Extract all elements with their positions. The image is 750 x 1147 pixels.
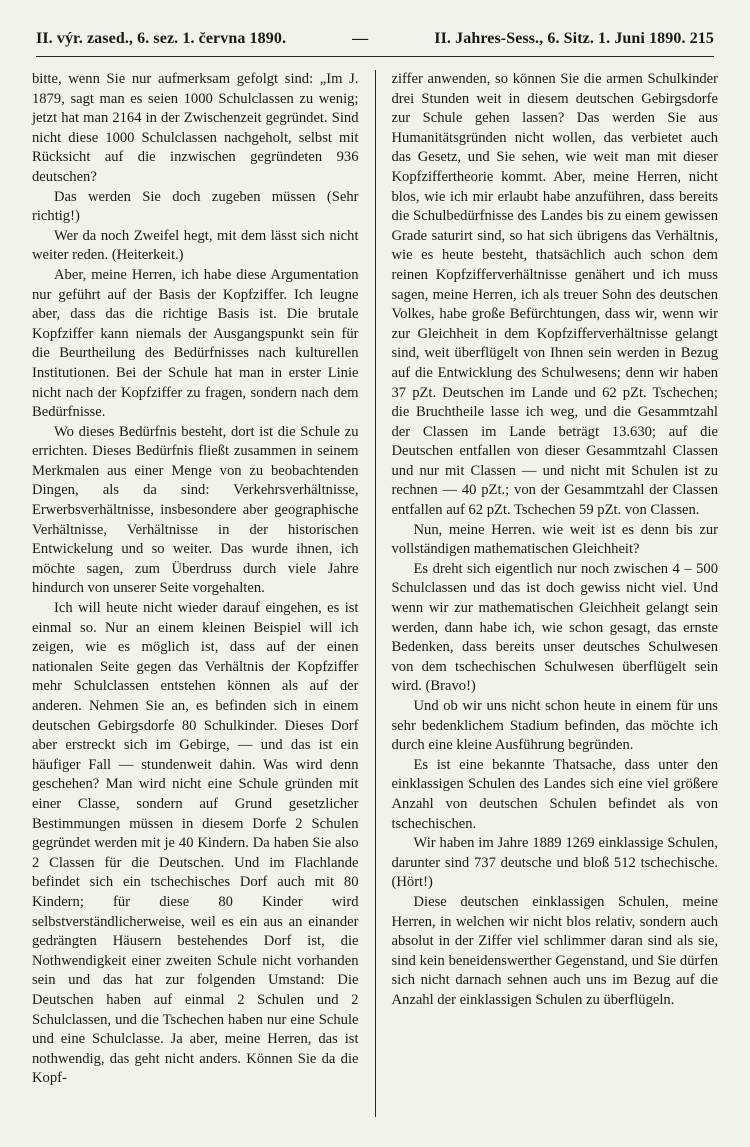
paragraph: Es dreht sich eigentlich nur noch zwischen 4 – 500 Schulclassen und das ist doch gewiss nicht viel. Und wenn wir zur mathematischen Gleichheit gelangt sein werden, dann habe ich, wie schon gesagt, das ernste Bedenken, dass bereits unser deutsches Schulwesen von dem tschechischen Schulwesen überflügelt sein wird. (Bravo!) xyxy=(391,560,718,695)
header-czech: II. výr. zased., 6. sez. 1. června 1890. xyxy=(36,30,287,47)
paragraph: Wer da noch Zweifel hegt, mit dem lässt sich nicht weiter reden. (Heiterkeit.) xyxy=(32,227,359,264)
paragraph: Diese deutschen einklassigen Schulen, meine Herren, in welchen wir nicht blos relativ, sondern auch absolut in der Ziffer viel schlimmer daran sind als sie, sind kein beneidenswerther Gegenstand, und Sie dürfen sich nicht darnach sehnen auch uns im Bezug auf die Anzahl der einklassigen Schulen zu überflügeln. xyxy=(391,893,718,1008)
header-german xyxy=(434,30,714,48)
column-divider xyxy=(375,70,376,1117)
left-column xyxy=(32,70,359,1117)
paragraph: bitte, wenn Sie nur aufmerksam gefolgt sind: „Im J. 1879, sagt man es seien 1000 Schulclassen zu wenig; jetzt hat man 2164 in der Zwischenzeit gegründet. Sind nicht diese 1000 Schulclassen nachgeholt, selbst mit Rücksicht auf die inzwischen gegründeten 936 deutschen? xyxy=(32,71,359,185)
paragraph: Wo dieses Bedürfnis besteht, dort ist die Schule zu errichten. Dieses Bedürfnis fließt zusammen in seinem Merkmalen aus einer Menge von zu beobachtenden Dingen, als da sind: Verkehrsverhältnisse, Erwerbsverhältnisse, insbesondere aber geographische Verhältnisse, Verhältnisse in der historischen Entwickelung und so weiter. Das wurde ihnen, ich möchte sagen, zum Überdruss durch viele Jahre hindurch von unserer Seite vorgehalten. xyxy=(32,423,359,597)
paragraph: Das werden Sie doch zugeben müssen (Sehr richtig!) xyxy=(32,188,359,225)
paragraph: Wir haben im Jahre 1889 1269 einklassige Schulen, darunter sind 737 deutsche und bloß 512 tschechische. (Hört!) xyxy=(391,835,718,891)
paragraph: Ich will heute nicht wieder darauf eingehen, es ist einmal so. Nur an einem kleinen Beispiel will ich zeigen, wie es möglich ist, dass auf der einen nationalen Seite gegen das Verhältnis der Kopfziffer mehr Schulclassen entstehen können als auf der anderen. Nehmen Sie an, es befinden sich in einem deutschen Gebirgsdorfe 80 Schulkinder. Dieses Dorf aber erstreckt sich im Gebirge, — und das ist ein häufiger Fall — stundenweit dahin. Was wird denn geschehen? Man wird nicht eine Schule gründen mit einer Classe, sondern auf Grund gesetzlicher Bestimmungen müssen in diesem Dorfe 2 Schulen gegründet werden mit je 40 Kindern. Da haben Sie also 2 Classen für die Deutschen. Und im Flachlande befindet sich ein tschechisches Dorf auch mit 80 Kindern; für diese 80 Kinder wird selbstverständlicherweise, weil es ein aus an einander gedrängten Häusern bestehendes Dorf ist, die Nothwendigkeit einer zweiten Schule nicht vorhanden sein und das hat zur folgenden Umstand: Die Deutschen haben auf einmal 2 Schulen und 2 Schulclassen, und die Tschechen haben nur eine Schule und eine Schulclasse. Ja aber, meine Herren, das ist nothwendig, das geht nicht anders. Können Sie da die Kopf- xyxy=(32,600,359,1087)
paragraph: Nun, meine Herren. wie weit ist es denn bis zur vollständigen mathematischen Gleichheit? xyxy=(391,521,718,558)
header-separator: — xyxy=(352,30,369,47)
paragraph: Und ob wir uns nicht schon heute in einem für uns sehr bedenklichem Stadium befinden, das möchte ich durch eine kleine Ausführung begründen. xyxy=(391,698,718,754)
page-number: 215 xyxy=(689,30,714,47)
paragraph: Es ist eine bekannte Thatsache, dass unter den einklassigen Schulen des Landes sich eine viel größere Anzahl von deutschen Schulen befindet als von tschechischen. xyxy=(391,756,718,832)
right-column xyxy=(392,70,719,1117)
header-rule xyxy=(36,56,714,57)
text-columns xyxy=(32,70,718,1117)
header-german-text: II. Jahres-Sess., 6. Sitz. 1. Juni 1890. xyxy=(434,30,686,47)
page-header xyxy=(36,30,714,48)
paragraph: ziffer anwenden, so können Sie die armen Schulkinder drei Stunden weit in diesem deutschen Gebirgsdorfe zur Schule gehen lassen? Das werden Sie aus Humanitätsgründen nicht wollen, das verbietet auch das Gesetz, und Sie sehen, wie weit man mit dieser Kopfziffertheorie kommt. Aber, meine Herren, nicht blos, wie ich mir erlaubt habe anzuführen, dass bereits die Schulbedürfnisse des Landes bis zu einem gewissen Grade saturirt sind, so hat sich übrigens das Verhältnis, wie es heute besteht, thatsächlich auch schon dem reinen Kopfzifferverhältnisse genähert und ich muss sagen, meine Herren, ich als treuer Sohn des deutschen Volkes, habe große Befürchtungen, dass wir, wenn wir zur Gleichheit in dem Kopfzifferverhältnisse gelangt sind, weit überflügelt von Ihnen sein werden in Bezug auf die Entwicklung des Schulwesens; denn wir haben 37 pZt. Deutschen im Lande und 62 pZt. Tschechen; die Bruchtheile lasse ich weg, und die Gesammtzahl der Classen im Lande beträgt 13.630; auf die Deutschen entfallen von dieser Gesammtzahl Classen und nur mit Classen — und nicht mit Schulen ist zu rechnen — 40 pZt.; von der Gesammtzahl der Classen entfallen auf 62 pZt. Tschechen 59 pZt. von Classen. xyxy=(391,71,718,519)
paragraph: Aber, meine Herren, ich habe diese Argumentation nur geführt auf der Basis der Kopfziffer. Ich leugne aber, dass das die richtige Basis ist. Die brutale Kopfziffer kann niemals der Ausgangspunkt sein für die Beurtheilung des Bedürfnisses nach kulturellen Institutionen. Bei der Schule hat man in erster Linie nicht nach der Kopfziffer zu fragen, sondern nach dem Bedürfnisse. xyxy=(32,266,359,421)
